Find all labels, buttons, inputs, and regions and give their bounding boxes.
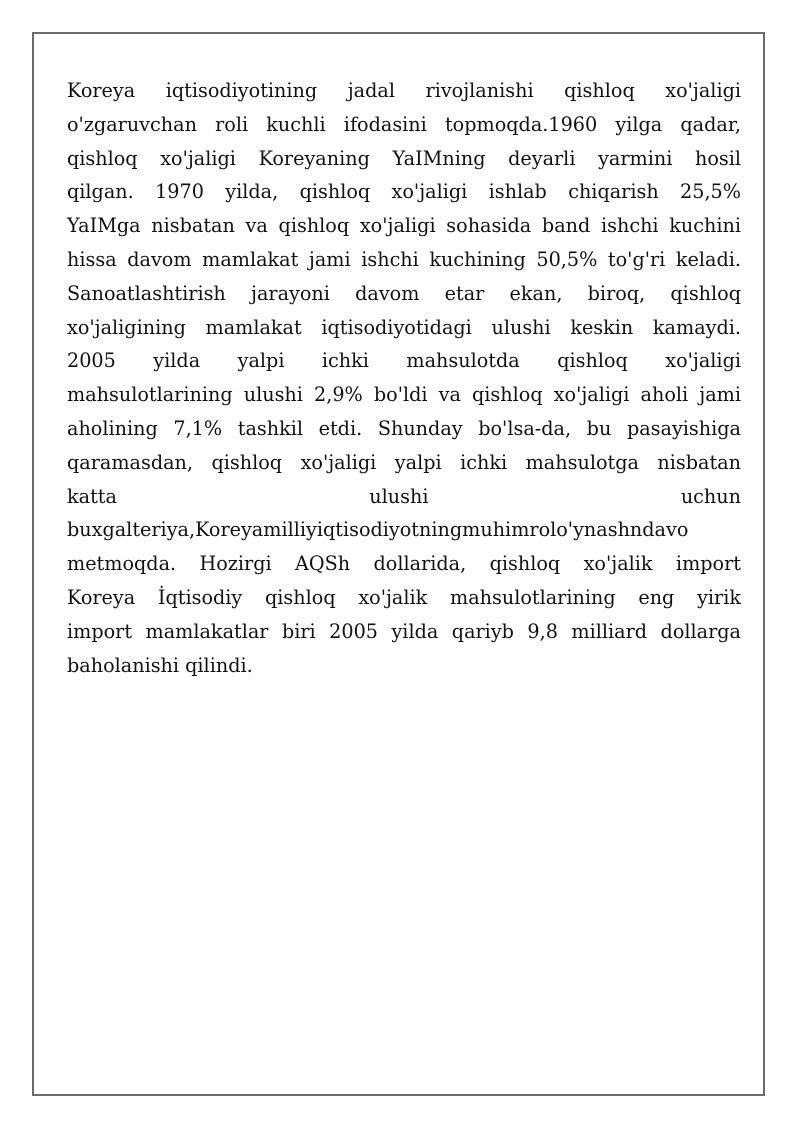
paragraph-line: xo'jaligining mamlakat iqtisodiyotidagi ulushi keskin kamaydi. — [67, 315, 741, 339]
paragraph-line: Koreya iqtisodiyotining jadal rivojlanishi qishloq xo'jaligi — [67, 79, 741, 102]
paragraph-line: qaramasdan, qishloq xo'jaligi yalpi ichki mahsulotga nisbatan — [67, 450, 741, 474]
paragraph-line: qishloq xo'jaligi Koreyaning YaIMning deyarli yarmini hosil — [67, 146, 741, 170]
body-paragraph — [67, 74, 741, 682]
paragraph-line: qilgan. 1970 yilda, qishloq xo'jaligi ishlab chiqarish 25,5% — [67, 180, 741, 204]
paragraph-line: import mamlakatlar biri 2005 yilda qariyb 9,8 milliard dollarga — [67, 619, 741, 643]
paragraph-line: Sanoatlashtirish jarayoni davom etar ekan, biroq, qishloq — [67, 281, 741, 305]
paragraph-line: mahsulotlarining ulushi 2,9% bo'ldi va qishloq xo'jaligi aholi jami — [67, 383, 741, 407]
paragraph-line: YaIMga nisbatan va qishloq xo'jaligi sohasida band ishchi kuchini — [67, 214, 741, 238]
paragraph-line: hissa davom mamlakat jami ishchi kuchining 50,5% to'g'ri keladi. — [67, 247, 741, 271]
paragraph-line: o'zgaruvchan roli kuchli ifodasini topmoqda.1960 yilga qadar, — [67, 112, 741, 136]
paragraph-line: aholining 7,1% tashkil etdi. Shunday bo'lsa-da, bu pasayishiga — [67, 416, 741, 440]
paragraph-line: baholanishi qilindi. — [67, 653, 253, 677]
paragraph-line: katta ulushi uchun — [67, 484, 741, 508]
paragraph-line: 2005 yilda yalpi ichki mahsulotda qishloq xo'jaligi — [67, 349, 741, 373]
paragraph-line: buxgalteriya,Koreyamilliyiqtisodiyotningmuhimrolo'ynashndavo — [67, 518, 689, 542]
paragraph-line: Koreya İqtisodiy qishloq xo'jalik mahsulotlarining eng yirik — [67, 585, 741, 609]
paragraph-line: metmoqda. Hozirgi AQSh dollarida, qishloq xo'jalik import — [67, 552, 741, 576]
